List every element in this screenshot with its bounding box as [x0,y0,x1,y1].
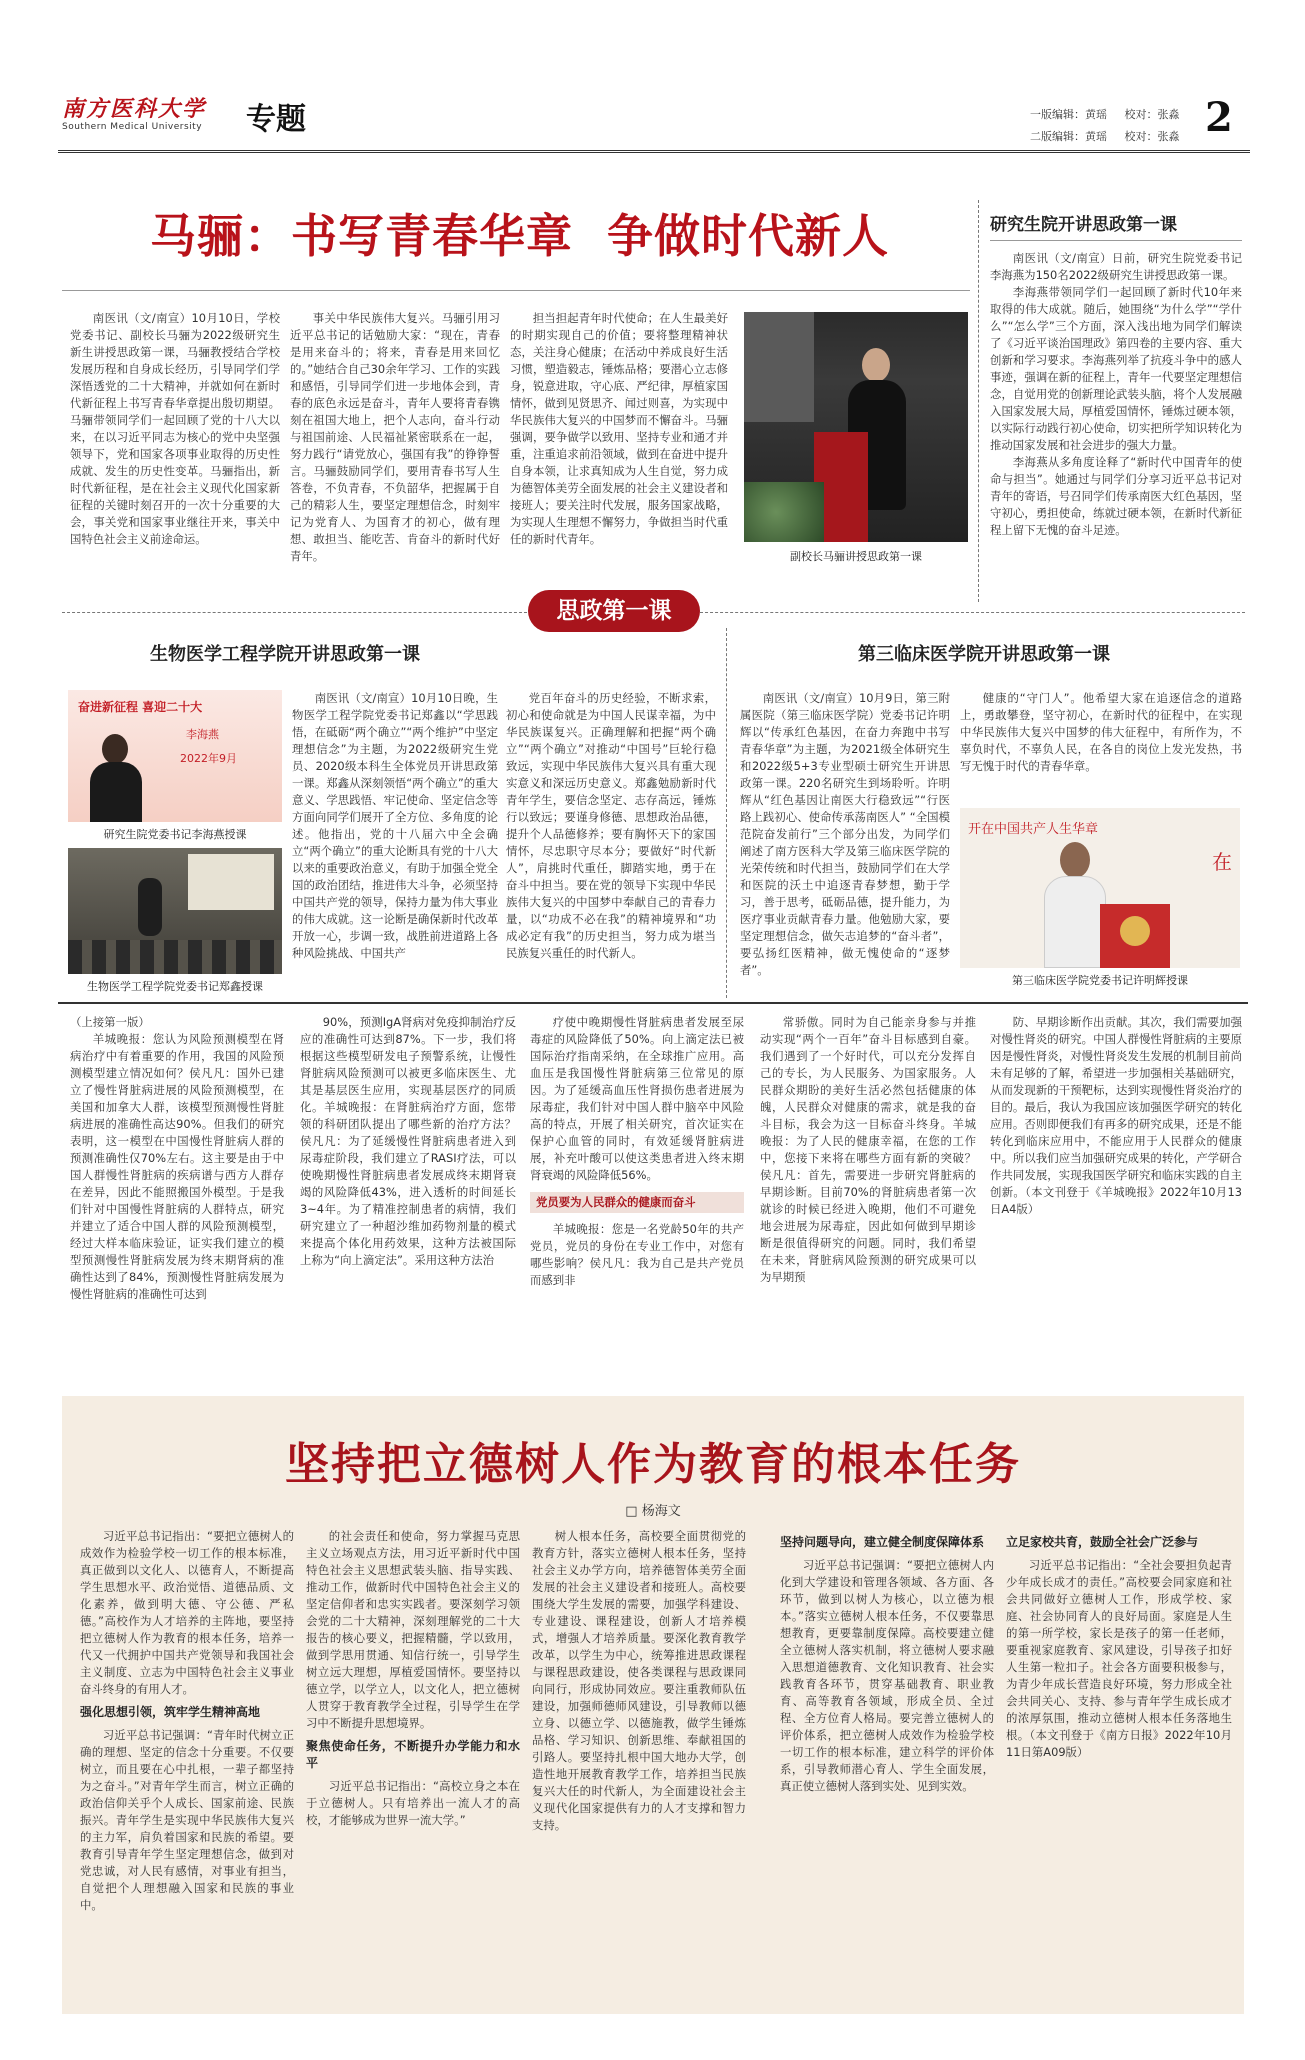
sidebar-p1: 南医讯（文/南宣）日前，研究生院党委书记李海燕为150名2022级研究生讲授思政第一课。 [990,251,1242,282]
interview-col-2 [300,1014,516,1334]
lead-photo-speaker-head [862,348,890,382]
lead-photo [744,312,968,542]
essay-col-3-text: 树人根本任务，高校要全面贯彻党的教育方针，落实立德树人根本任务，坚持社会主义办学方向，培养德智体美劳全面发展的社会主义建设者和接班人。高校要围绕大学生发展的需要，加强学科建设、专业建设、课程建设，创新人才培养模式，增强人才培养质量。要深化教育教学改革，以学生为中心，统筹推进思政课程与课程思政建设，使各类课程与思政课同向同行，形成协同效应。要注重教师队伍建设，加强师德师风建设，引导教师以德立身、以德立学、以德施教，做学生锤炼品格、学习知识、创新思维、奉献祖国的引路人。要坚持扎根中国大地办大学，创造性地开展教育教学工作，培养担当民族复兴大任的时代新人，为全面建设社会主义现代化国家提供有力的人才支撑和智力支持。 [532,1529,746,1832]
bme-photo-1-caption: 研究生院党委书记李海燕授课 [103,828,247,841]
bme-col-1 [292,690,498,990]
lead-title-rule [62,290,970,291]
interview-col-3-text: 疗使中晚期慢性肾脏病患者发展至尿毒症的风险降低了50%。向上滴定法已被国际治疗指南采纳，在全球推广应用。高血压是我国慢性肾脏病第三位常见的原因。为了延缓高血压性肾损伤患者进展为尿毒症，我们针对中国人群中脑卒中风险高的特点，开展了相关研究，首次证实在保护心血管的同时，有效延缓肾脏病进展，补充叶酸可以使这类患者进入终末期肾衰竭的风险降低56%。 [530,1015,744,1182]
clinic3-col-2 [960,690,1242,802]
lead-col-2-text: 事关中华民族伟大复兴。马骊引用习近平总书记的话勉励大家：“现在，青春是用来奋斗的；将来，青春是用来回忆的。”她结合自己30余年学习、工作的实践和感悟，引导同学们进一步地体会到，青春的底色永远是奋斗，青年人要将青春镌刻在祖国大地上，把个人志向，奋斗行动与祖国前途、人民福祉紧密联系在一起，努力践行“请党放心，强国有我”的铮铮誓言。马骊鼓励同学们，要用青春书写人生答卷，不负青春，不负韶华，把握属于自己的精彩人生，要坚定理想信念，时刻牢记为党育人、为国育才的初心，做有理想、敢担当、能吃苦、肯奋斗的新时代好青年。 [290,311,500,563]
sidebar-p3: 李海燕从多角度诠释了“新时代中国青年的使命与担当”。她通过与同学们分享习近平总书记对青年的寄语，号召同学们传承南医大红色基因，坚守初心，勇担使命，练就过硬本领，在新时代新征程上留下无愧的奋斗足迹。 [990,455,1242,537]
proof-1: 校对：张淼 [1124,108,1180,121]
clinic3-col-1-text: 南医讯（文/南宣）10月9日，第三附属医院（第三临床医学院）党委书记许明辉以“传承红色基因，在奋力奔跑中书写青春华章”为主题，为2021级全体研究生和2022级5+3专业型硕士研究生开讲思政第一课。220名研究生到场聆听。许明辉从“红色基因让南医大行稳致远”“行医路上践初心、使命传承荡南医人” “全国模范院奋发前行”三个部分出发，为同学们阐述了南方医科大学及第三临床医学院的光荣传统和时代担当，鼓励同学们在大学和医院的沃土中追逐青春梦想，勤于学习，善于思考，砥砺品德，提升能力，为医疗事业贡献青春力量。他勉励大家，要坚定理想信念，做矢志追梦的“奋斗者”，要弘扬红医精神，做无愧使命的“逐梦者”。 [740,691,950,977]
page-number: 2 [1205,94,1233,141]
editor-2: 二版编辑：黄瑶 [1030,130,1107,143]
essay-col-1b-text: 习近平总书记强调：“青年时代树立正确的理想、坚定的信念十分重要。不仅要树立，而且要在心中扎根，一辈子都坚持为之奋斗。”对青年学生而言，树立正确的政治信仰关乎个人成长、国家前途、民族振兴。青年学生是实现中华民族伟大复兴的主力军，肩负着国家和民族的希望。要教育引导青年学生坚定理想信念，做到对党忠诚，对人民有感情，对事业有担当，自觉把个人理想融入国家和民族的事业中。 [80,1728,294,1912]
clinic3-col-1 [740,690,950,990]
sidebar-title: 研究生院开讲思政第一课 [990,215,1177,235]
interview-col-1-text: 羊城晚报：您认为风险预测模型在肾病治疗中有着重要的作用，我国的风险预测模型建立情况如何？侯凡凡：国外已建立了慢性肾脏病进展的风险预测模型，在美国和加拿大人群，该模型预测慢性肾脏病进展的准确性高达90%。但我们的研究表明，这一模型在中国慢性肾脏病人群的预测准确性仅70%左右。这主要是由于中国人群慢性肾脏病的疾病谱与西方人群存在差异，因此不能照搬国外模型。于是我们针对中国慢性肾脏病的人群特点，研究并建立了适合中国人群的风险预测模型，经过大样本临床验证，证实我们建立的模型预测慢性肾脏病发展为终末期肾病的准确性达到了84%，预测慢性肾脏病发展为慢性肾脏病的准确性可达到 [70,1032,284,1301]
clinic3-photo-podium-emblem [1120,916,1150,946]
editor-info [1030,104,1179,148]
sidebar-body [990,250,1242,590]
banner-label: 思政第一课 [528,590,700,632]
lead-col-3 [510,310,728,590]
essay-col-3 [532,1528,746,2008]
interview-col-4 [760,1014,976,1334]
essay-author: □ 杨海文 [625,1504,681,1519]
interview-continued: （上接第一版） [70,1015,150,1029]
lead-col-1-text: 南医讯（文/南宣）10月10日，学校党委书记、副校长马骊为2022级研究生新生讲授思政第一课，马骊教授结合学校发展历程和自身成长经历，引导同学们学深悟透党的二十大精神，并就如何在新时代新征程上书写青春华章提出殷切期望。马骊带领同学们一起回顾了党的十八大以来，在以习近平同志为核心的党中央坚强领导下，党和国家各项事业取得的历史性成就、发生的历史性变革。马骊指出，新时代新征程，是在社会主义现代化国家新征程的关键时刻召开的一次十分重要的大会，事关党和国家事业继往开来，事关中国特色社会主义前途命运。 [70,311,280,546]
bme-photo-1-name: 李海燕 [186,728,219,741]
bme-col-2 [506,690,716,990]
bme-photo-2-audience [68,940,282,974]
lead-photo-flowers [744,482,824,542]
interview-col-3b-text: 羊城晚报：您是一名党龄50年的共产党员，党员的身份在专业工作中，对您有哪些影响？侯凡凡：我为自己是共产党员而感到非 [530,1222,744,1287]
proof-2: 校对：张淼 [1124,130,1180,143]
essay-col-2a-text: 的社会责任和使命，努力掌握马克思主义立场观点方法，用习近平新时代中国特色社会主义思想武装头脑、指导实践、推动工作，做新时代中国特色社会主义的坚定信仰者和忠实实践者。要深刻学习领会党的二十大精神，深刻理解党的二十大报告的核心要义，把握精髓，学以致用，做到学思用贯通、知信行统一，引导学生树立远大理想，厚植爱国情怀。要坚持以德立学，以学立人，以文化人，把立德树人贯穿于教育教学全过程，引导学生在学习中不断提升思想境界。 [306,1529,520,1730]
sidebar-p2: 李海燕带领同学们一起回顾了新时代10年来取得的伟大成就。随后，她围绕“为什么学”“学什么”“怎么学”三个方面，深入浅出地为同学们解读了《习近平谈治国理政》第四卷的主要内容、重大创新和学习要求。李海燕列举了抗疫斗争中的感人事迹，强调在新的征程上，青年一代要坚定理想信念，自觉用党的创新理论武装头脑，将个人发展融入国家发展大局，厚植爱国情怀，锤炼过硬本领，以实际行动践行初心使命，切实把所学知识转化为推动国家发展和社会进步的强大力量。 [990,285,1242,452]
mid-rule [58,1002,1248,1004]
interview-col-1 [70,1014,284,1334]
clinic3-photo-speaker-body [1044,876,1106,968]
bme-photo-2-caption: 生物医学工程学院党委书记郑鑫授课 [87,980,263,993]
essay-subhead-3: 坚持问题导向，建立健全制度保障体系 [780,1535,985,1549]
banner-rule-left [62,612,532,613]
lead-col-2 [290,310,500,590]
bme-photo-2-speaker [138,878,162,936]
section-title: 专题 [246,102,306,137]
section-divider-2 [726,628,727,998]
bme-photo-1-speaker-body [90,762,142,822]
banner-rule-right [700,612,1245,613]
lead-col-3-text: 担当担起青年时代使命；在人生最美好的时期实现自己的价值；要将整理精神状态，关注身心健康；在活动中养成良好生活习惯，塑造毅志，锤炼品格；要潜心立志修身，锐意进取，守心底、严纪律，厚植家国情怀，做到见贤思齐、闻过则喜，为实现中华民族伟大复兴的中国梦而不懈奋斗。马骊强调，要争做学以致用、坚持专业和通才并重，注重追求前沿领域，做到在奋进中提升自身本领，让求真知成为人生自觉，努力成为德智体美劳全面发展的社会主义建设者和接班人；要关注时代发展，服务国家战略，为实现人生理想不懈努力，争做担当时代重任的新时代青年。 [510,311,728,546]
clinic3-photo-caption: 第三临床医学院党委书记许明辉授课 [1012,974,1188,987]
essay-title: 坚持把立德树人作为教育的根本任务 [285,1439,1021,1490]
clinic3-photo [960,808,1240,968]
essay-col-5 [1006,1528,1232,2008]
logo-cn: 南方医科大学 [62,96,207,122]
lead-col-1 [70,310,280,590]
essay-col-2 [306,1528,520,2008]
sidebar-title-rule [990,240,1242,241]
lead-title: 马骊：书写青春华章 争做时代新人 [150,209,890,263]
essay-subhead-4: 立足家校共育，鼓励全社会广泛参与 [1006,1535,1199,1549]
bme-col-2-text: 党百年奋斗的历史经验，不断求索，初心和使命就是为中国人民谋幸福，为中华民族谋复兴。正确理解和把握“两个确立”“两个确立”对推动“中国号”巨轮行稳致远，实现中华民族伟大复兴具有重大现实意义和深远历史意义。郑鑫勉励新时代青年学生，要信念坚定、志存高远，锤炼行以致远；要谨身修德、思想政治品德，提升个人品德修养；要有胸怀天下的家国情怀，尽忠职守尽本分；要做好“时代新人”，肩挑时代重任，脚踏实地，勇于在奋斗中担当。要在党的领导下实现中华民族伟大复兴的中国梦中奉献自己的青春力量，以“功成不必在我”的精神境界和“功成必定有我”的历史担当，努力成为堪当民族复兴重任的时代新人。 [506,691,716,960]
lead-photo-caption: 副校长马骊讲授思政第一课 [790,550,922,563]
masthead-logo [62,96,242,142]
essay-col-2b-text: 习近平总书记指出：“高校立身之本在于立德树人。只有培养出一流人才的高校，才能够成为世界一流大学。” [306,1779,520,1827]
bme-photo-1-speaker-head [102,734,128,764]
bme-photo-2-screen [188,854,274,910]
essay-subhead-1: 强化思想引领，筑牢学生精神高地 [80,1705,261,1719]
logo-en: Southern Medical University [62,122,203,132]
essay-subhead-2: 聚焦使命任务，不断提升办学能力和水平 [306,1739,520,1770]
sidebar-divider [978,200,979,602]
bme-photo-1 [68,690,282,822]
bme-col-1-text: 南医讯（文/南宣）10月10日晚，生物医学工程学院党委书记郑鑫以“学思践悟，在砥砺“两个确立”“两个维护”中坚定理想信念”为主题，为2022级研究生党员、2020级本科生全体党员开讲思政第一课。郑鑫从深刻领悟“两个确立”的重大意义、学思践悟、牢记使命、坚定信念等方面向同学们展开了全方位、多角度的论述。他指出，党的十八届六中全会确立“两个确立”的重大论断具有党的十八大以来的重要政治意义，有助于加强全党全国的政治团结，推进伟大斗争，必须坚持中国共产党的领导，保持力量为伟大事业的伟大成就。这一论断是确保新时代改革开放一心，步调一致，战胜前进道路上各种风险挑战、中国共产 [292,691,498,960]
interview-col-2-text: 90%，预测IgA肾病对免疫抑制治疗反应的准确性可达到87%。下一步，我们将根据这些模型研发电子预警系统，让慢性肾脏病风险预测可以被更多临床医生、尤其是基层医生应用，实现基层医疗的同质化。羊城晚报：在肾脏病治疗方面，您带领的科研团队提出了哪些新的治疗方法？侯凡凡：为了延缓慢性肾脏病患者进入到尿毒症阶段，我们建立了RASI疗法，可以使晚期慢性肾脏病患者发展成终末期肾衰竭的风险降低43%，进入透析的时间延长3~4年。为了精准控制患者的病情，我们研究建立了一种超沙维加药物剂量的模式来提高个体化用药效果，这种方法被国际上称为“向上滴定法”。采用这种方法治 [300,1015,516,1267]
interview-col-4-text: 常骄傲。同时为自己能亲身参与并推动实现“两个一百年”奋斗目标感到自豪。我们遇到了一个好时代，可以充分发挥自己的专长，为人民服务、为国家服务。人民群众期盼的美好生活必然包括健康的体魄，人民群众对健康的需求，就是我的奋斗目标，我会为这一目标奋斗终身。羊城晚报：为了人民的健康幸福，在您的工作中，您接下来将在哪些方面有新的突破？侯凡凡：首先，需要进一步研究肾脏病的早期诊断。目前70%的肾脏病患者第一次就诊的时候已经进入晚期，他们不可避免地会进展为尿毒症，因此如何做到早期诊断是很值得研究的问题。同时，我们希望在未来，肾脏病风险预测的研究成果可以为早期预 [760,1015,976,1284]
bme-photo-1-slogan: 奋进新征程 喜迎二十大 [78,700,203,714]
essay-col-4 [780,1528,994,2008]
clinic3-title: 第三临床医学院开讲思政第一课 [858,644,1110,665]
bme-photo-2 [68,848,282,974]
clinic3-col-2-text: 健康的“守门人”。他希望大家在追逐信念的道路上，勇敢攀登，坚守初心，在新时代的征程中，在实现中华民族伟大复兴中国梦的伟大征程中，有所作为，不辜负时代，不辜负人民，在各自的岗位上发光发热，书写无愧于时代的青春华章。 [960,691,1242,773]
essay-col-4-text: 习近平总书记强调：“要把立德树人内化到大学建设和管理各领域、各方面、各环节，做到以树人为核心，以立德为根本。”落实立德树人根本任务，不仅要靠思想教育，更要靠制度保障。高校要建立健全立德树人落实机制，将立德树人要求融入思想道德教育、文化知识教育、社会实践教育各环节，贯穿基础教育、职业教育、高等教育各领域，形成全员、全过程、全方位育人格局。要完善立德树人的评价体系，把立德树人成效作为检验学校一切工作的根本标准，建立科学的评价体系，引导教师潜心育人、学生全面发展，真正使立德树人落到实处、见到实效。 [780,1558,994,1793]
bme-photo-1-date: 2022年9月 [180,752,237,765]
interview-subhead: 党员要为人民群众的健康而奋斗 [530,1192,744,1213]
interview-col-5-text: 防、早期诊断作出贡献。其次，我们需要加强对慢性肾炎的研究。中国人群慢性肾脏病的主要原因是慢性肾炎，对慢性肾炎发生发展的机制目前尚未有足够的了解，希望进一步加强相关基础研究，从而发现新的干预靶标，达到实现慢性肾炎治疗的目的。最后，我认为我国应该加强医学研究的转化应用。否则即便我们有再多的研究成果，还是不能转化到临床应用中，不能应用于人民群众的健康中。所以我们应当加强研究成果的转化，产学研合作共同发展，实现我国医学研究和临床实践的自主创新。（本文刊登于《羊城晚报》2022年10月13日A4版） [990,1015,1242,1216]
lead-photo-screen [744,312,814,422]
clinic3-photo-speaker-head [1060,842,1090,878]
editor-1: 一版编辑：黄瑶 [1030,108,1107,121]
interview-col-5 [990,1014,1242,1334]
essay-col-1a-text: 习近平总书记指出：“要把立德树人的成效作为检验学校一切工作的根本标准，真正做到以文化人、以德育人，不断提高学生思想水平、政治觉悟、道德品质、文化素养，做到明大德、守公德、严私德。”高校作为人才培养的主阵地，要坚持把立德树人作为教育的根本任务，培养一代又一代拥护中国共产党领导和我国社会主义制度、立志为中国特色社会主义事业奋斗终身的有用人才。 [80,1529,294,1696]
clinic3-photo-banner: 开在中国共产人生华章 [968,822,1099,837]
header-rule [58,150,1250,153]
essay-col-1 [80,1528,294,2008]
bme-title: 生物医学工程学院开讲思政第一课 [150,644,420,665]
interview-col-3 [530,1014,744,1334]
essay-col-5-text: 习近平总书记指出：“全社会要担负起青少年成长成才的责任。”高校要会同家庭和社会共同做好立德树人工作，形成学校、家庭、社会协同育人的良好局面。家庭是人生的第一所学校，家长是孩子的第一任老师，要重视家庭教育、家风建设，引导孩子扣好人生第一粒扣子。社会各方面要积极参与，为青少年成长营造良好环境，努力形成全社会共同关心、支持、参与青年学生成长成才的浓厚氛围，推动立德树人根本任务落地生根。（本文刊登于《南方日报》2022年10月11日第A09版） [1006,1558,1232,1759]
clinic3-photo-banner-2: 在 [1212,850,1232,874]
